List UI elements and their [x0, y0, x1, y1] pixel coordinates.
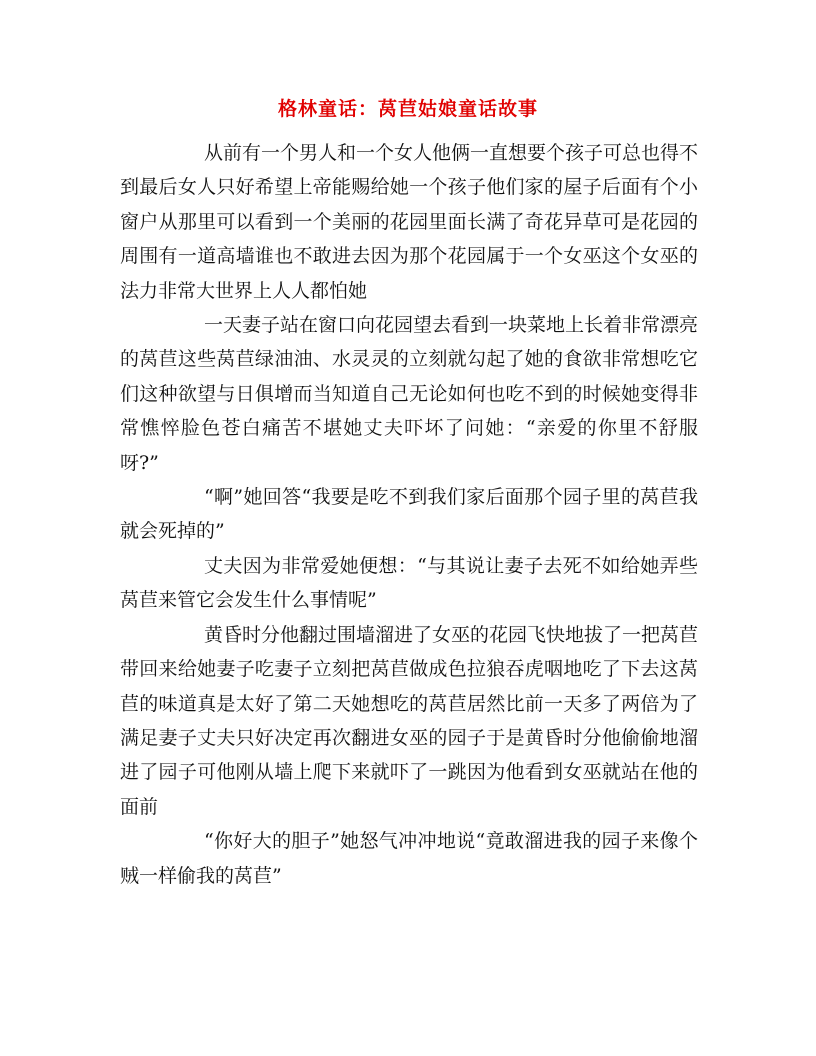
paragraph: “啊”她回答“我要是吃不到我们家后面那个园子里的莴苣我就会死掉的” — [120, 486, 698, 543]
document-body — [120, 136, 698, 893]
paragraph: 从前有一个男人和一个女人他俩一直想要个孩子可总也得不到最后女人只好希望上帝能赐给她一个孩子他们家的屋子后面有个小窗户从那里可以看到一个美丽的花园里面长满了奇花异草可是花园的周围有一道高墙谁也不敢进去因为那个花园属于一个女巫这个女巫的法力非常大世界上人人都怕她 — [120, 142, 699, 302]
document-title: 格林童话：莴苣姑娘童话故事 — [277, 98, 538, 120]
paragraph: 黄昏时分他翻过围墙溜进了女巫的花园飞快地拔了一把莴苣带回来给她妻子吃妻子立刻把莴苣做成色拉狼吞虎咽地吃了下去这莴苣的味道真是太好了第二天她想吃的莴苣居然比前一天多了两倍为了满足妻子丈夫只好决定再次翻进女巫的园子于是黄昏时分他偷偷地溜进了园子可他刚从墙上爬下来就吓了一跳因为他看到女巫就站在他的面前 — [120, 623, 699, 818]
paragraph: 一天妻子站在窗口向花园望去看到一块菜地上长着非常漂亮的莴苣这些莴苣绿油油、水灵灵的立刻就勾起了她的食欲非常想吃它们这种欲望与日俱增而当知道自己无论如何也吃不到的时候她变得非常憔悴脸色苍白痛苦不堪她丈夫吓坏了问她：“亲爱的你里不舒服呀?” — [120, 314, 699, 474]
paragraph: “你好大的胆子”她怒气冲冲地说“竟敢溜进我的园子来像个贼一样偷我的莴苣” — [120, 830, 698, 887]
paragraph: 丈夫因为非常爱她便想：“与其说让妻子去死不如给她弄些莴苣来管它会发生什么事情呢” — [120, 554, 698, 612]
